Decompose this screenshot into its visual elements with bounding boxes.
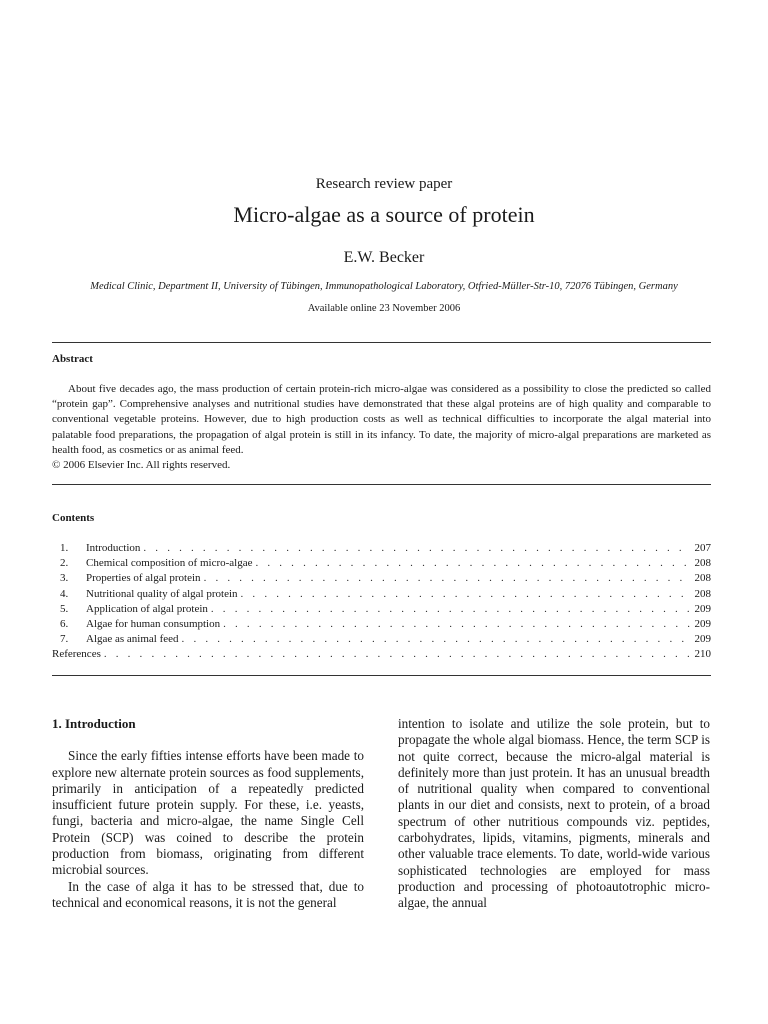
divider (52, 342, 711, 343)
toc-entry[interactable] (60, 571, 711, 586)
toc-page: 210 (694, 648, 711, 661)
toc-page: 209 (694, 617, 711, 630)
available-online: Available online 23 November 2006 (307, 303, 461, 314)
toc-number: 2. (60, 557, 69, 570)
abstract-heading: Abstract (52, 353, 93, 365)
toc-label: Introduction (86, 542, 141, 554)
toc-entry-references[interactable] (52, 647, 711, 662)
toc-entry[interactable] (60, 541, 711, 556)
toc-number: 6. (60, 617, 69, 630)
abstract-text: About five decades ago, the mass production of certain protein-rich micro-algae was considered as a possibility to close the predicted so called “protein gap”. Comprehensive analyses and nutritional studies have demonstrated that these algal proteins are of high quality and comparable to conventional vegetable proteins. However, due to high production costs as well as technical difficulties to incorporate the algal material into palatable food preparations, the propagation of algal protein is still in its infancy. To date, the majority of micro-algal preparations are marketed as health food, as cosmetics or as animal feed. (52, 383, 711, 456)
affiliation: Medical Clinic, Department II, University of Tübingen, Immunopathological Laboratory, Otfried-Müller-Str-10, 72076 Tübingen, Germany (90, 281, 678, 292)
toc-label: References (52, 648, 101, 661)
toc-number: 1. (60, 542, 69, 554)
toc-number: 4. (60, 587, 69, 600)
toc-entry[interactable] (60, 602, 711, 617)
toc-page: 208 (694, 557, 711, 570)
toc-label: Properties of algal protein (86, 572, 201, 585)
copyright: © 2006 Elsevier Inc. All rights reserved. (52, 459, 231, 472)
toc-leader (182, 632, 691, 647)
toc-entry[interactable] (60, 556, 711, 571)
toc-page: 208 (694, 572, 711, 585)
contents-heading: Contents (52, 512, 95, 524)
author: E.W. Becker (343, 249, 425, 266)
toc-number: 7. (60, 633, 69, 646)
toc-entry[interactable] (60, 587, 711, 602)
toc-page: 209 (694, 633, 711, 646)
body-column-right (398, 716, 710, 912)
table-of-contents (52, 541, 711, 663)
toc-label: Application of algal protein (86, 602, 208, 615)
toc-leader (223, 617, 690, 632)
toc-label: Algae as animal feed (86, 633, 179, 646)
abstract-body (52, 382, 711, 473)
toc-label: Algae for human consumption (86, 617, 221, 630)
toc-number: 5. (60, 602, 69, 615)
toc-label: Chemical composition of micro-algae (86, 557, 253, 570)
toc-entry[interactable] (60, 617, 711, 632)
toc-label: Nutritional quality of algal protein (86, 587, 238, 600)
toc-entry[interactable] (60, 632, 711, 647)
toc-page: 207 (694, 542, 711, 554)
toc-leader (211, 602, 691, 617)
divider (52, 675, 711, 676)
paragraph: Since the early fifties intense efforts have been made to explore new alternate protein sources as food supplements, primarily in anticipation of a repeatedly predicted insufficient future protein supply. For these, i.e. yeasts, fungi, bacteria and micro-algae, the name Single Cell Protein (SCP) was coined to describe the protein production from biomass, originating from different microbial sources. (52, 748, 364, 878)
toc-leader (204, 571, 691, 586)
toc-number: 3. (60, 572, 69, 585)
paragraph: In the case of alga it has to be stressed that, due to technical and economical reasons, it is not the general (52, 878, 364, 910)
divider (52, 484, 711, 485)
toc-leader (255, 556, 690, 571)
toc-leader (143, 541, 690, 556)
toc-leader (241, 587, 691, 602)
toc-leader (104, 647, 691, 662)
article-type: Research review paper (315, 176, 453, 192)
toc-page: 209 (694, 602, 711, 615)
section-heading: 1. Introduction (52, 716, 136, 731)
paragraph: intention to isolate and utilize the sole protein, but to propagate the whole algal biomass. Hence, the term SCP is not quite correct, because the micro-algal material is definitely more than just protein. It has an unusual breadth of nutritional quality when compared to conventional plants in our diet and consists, next to protein, of a broad spectrum of other nutritious compounds viz. peptides, carbohydrates, lipids, vitamins, pigments, minerals and other valuable trace elements. To date, world-wide various sophisticated technologies are employed for mass production and processing of photoautotrophic micro-algae, the annual (398, 716, 710, 911)
paper-title: Micro-algae as a source of protein (233, 202, 535, 227)
toc-page: 208 (694, 587, 711, 600)
body-column-left (52, 716, 364, 911)
